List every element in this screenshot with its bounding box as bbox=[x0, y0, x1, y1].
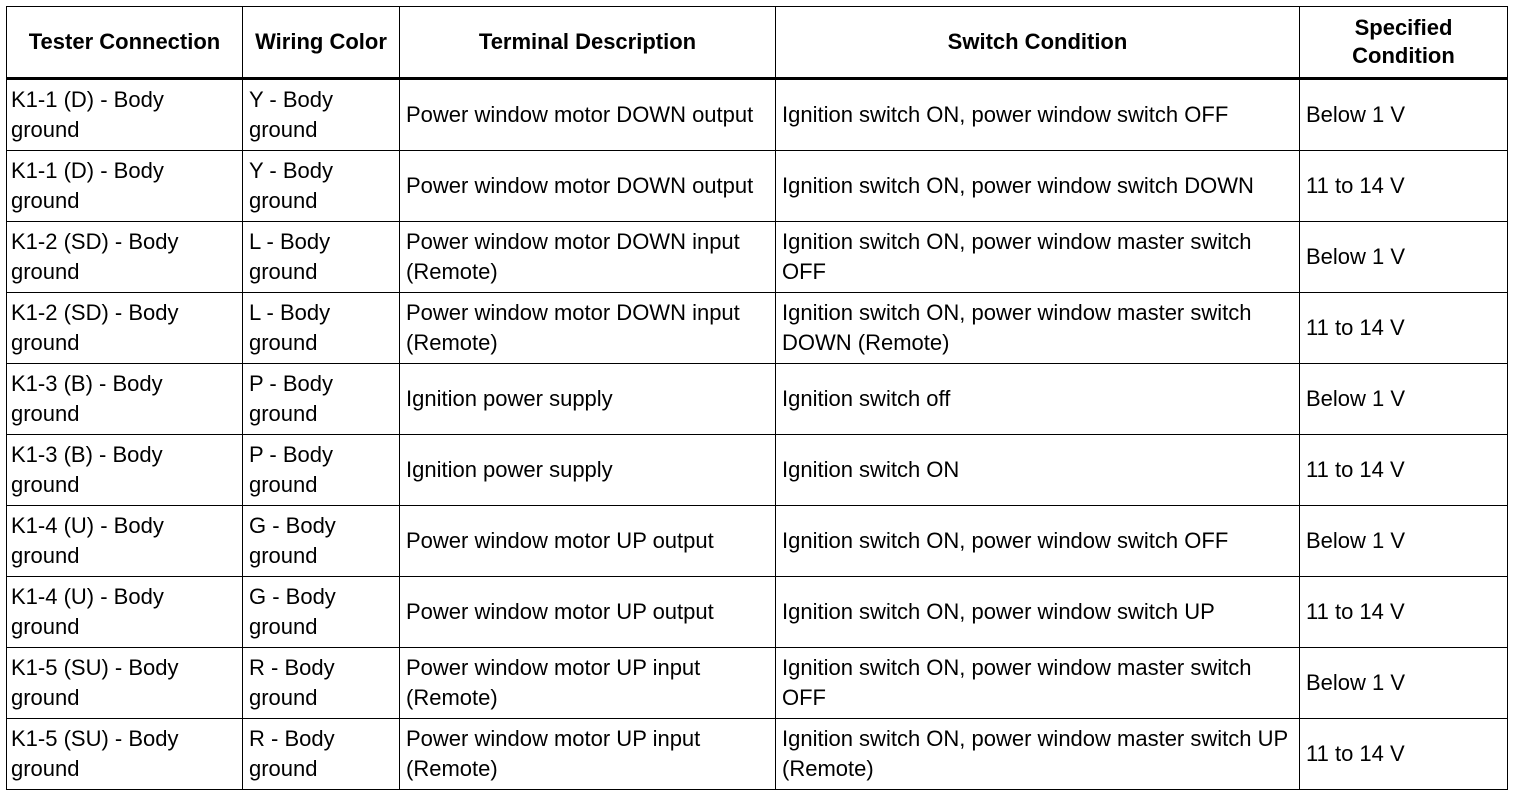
specified-condition-cell: 11 to 14 V bbox=[1300, 293, 1508, 364]
table-row bbox=[7, 293, 1508, 364]
header-switch-condition: Switch Condition bbox=[776, 7, 1300, 79]
wiring-color-cell: L - Body ground bbox=[243, 222, 400, 293]
tester-connection-cell: K1-3 (B) - Body ground bbox=[7, 435, 243, 506]
specified-condition-cell: Below 1 V bbox=[1300, 648, 1508, 719]
table-row bbox=[7, 506, 1508, 577]
switch-condition-cell: Ignition switch ON, power window switch DOWN bbox=[776, 151, 1300, 222]
specified-condition-cell: Below 1 V bbox=[1300, 364, 1508, 435]
switch-condition-cell: Ignition switch ON, power window master switch UP (Remote) bbox=[776, 719, 1300, 790]
specified-condition-cell: 11 to 14 V bbox=[1300, 435, 1508, 506]
specified-condition-cell: Below 1 V bbox=[1300, 222, 1508, 293]
wiring-color-cell: Y - Body ground bbox=[243, 151, 400, 222]
tester-connection-cell: K1-2 (SD) - Body ground bbox=[7, 293, 243, 364]
table-body bbox=[7, 79, 1508, 790]
tester-connection-cell: K1-5 (SU) - Body ground bbox=[7, 719, 243, 790]
wiring-color-cell: R - Body ground bbox=[243, 648, 400, 719]
terminal-description-cell: Ignition power supply bbox=[400, 435, 776, 506]
wiring-color-cell: G - Body ground bbox=[243, 577, 400, 648]
specified-condition-cell: 11 to 14 V bbox=[1300, 719, 1508, 790]
table-row bbox=[7, 364, 1508, 435]
table-row bbox=[7, 435, 1508, 506]
tester-connection-cell: K1-5 (SU) - Body ground bbox=[7, 648, 243, 719]
tester-connection-cell: K1-1 (D) - Body ground bbox=[7, 79, 243, 151]
switch-condition-cell: Ignition switch ON, power window switch UP bbox=[776, 577, 1300, 648]
specified-condition-cell: Below 1 V bbox=[1300, 506, 1508, 577]
wiring-color-cell: R - Body ground bbox=[243, 719, 400, 790]
specified-condition-cell: 11 to 14 V bbox=[1300, 577, 1508, 648]
terminal-description-cell: Power window motor UP input (Remote) bbox=[400, 648, 776, 719]
terminal-description-cell: Power window motor UP output bbox=[400, 506, 776, 577]
table-header bbox=[7, 7, 1508, 79]
switch-condition-cell: Ignition switch ON, power window master switch OFF bbox=[776, 648, 1300, 719]
tester-connection-cell: K1-1 (D) - Body ground bbox=[7, 151, 243, 222]
switch-condition-cell: Ignition switch ON bbox=[776, 435, 1300, 506]
switch-condition-cell: Ignition switch ON, power window switch OFF bbox=[776, 506, 1300, 577]
table-row bbox=[7, 79, 1508, 151]
wiring-color-cell: P - Body ground bbox=[243, 364, 400, 435]
tester-connection-cell: K1-4 (U) - Body ground bbox=[7, 506, 243, 577]
header-specified-condition: Specified Condition bbox=[1300, 7, 1508, 79]
tester-connection-cell: K1-4 (U) - Body ground bbox=[7, 577, 243, 648]
table-row bbox=[7, 577, 1508, 648]
table-row bbox=[7, 719, 1508, 790]
table-row bbox=[7, 648, 1508, 719]
wiring-color-cell: G - Body ground bbox=[243, 506, 400, 577]
tester-connection-cell: K1-3 (B) - Body ground bbox=[7, 364, 243, 435]
terminal-description-cell: Power window motor DOWN output bbox=[400, 79, 776, 151]
wiring-color-cell: P - Body ground bbox=[243, 435, 400, 506]
switch-condition-cell: Ignition switch ON, power window master switch DOWN (Remote) bbox=[776, 293, 1300, 364]
terminal-description-cell: Power window motor DOWN input (Remote) bbox=[400, 293, 776, 364]
switch-condition-cell: Ignition switch off bbox=[776, 364, 1300, 435]
wiring-color-cell: Y - Body ground bbox=[243, 79, 400, 151]
header-wiring-color: Wiring Color bbox=[243, 7, 400, 79]
header-terminal-description: Terminal Description bbox=[400, 7, 776, 79]
table-row bbox=[7, 222, 1508, 293]
table-row bbox=[7, 151, 1508, 222]
terminal-description-cell: Ignition power supply bbox=[400, 364, 776, 435]
terminal-description-cell: Power window motor DOWN input (Remote) bbox=[400, 222, 776, 293]
wiring-color-cell: L - Body ground bbox=[243, 293, 400, 364]
specified-condition-cell: Below 1 V bbox=[1300, 79, 1508, 151]
header-tester-connection: Tester Connection bbox=[7, 7, 243, 79]
switch-condition-cell: Ignition switch ON, power window switch OFF bbox=[776, 79, 1300, 151]
terminal-description-cell: Power window motor UP input (Remote) bbox=[400, 719, 776, 790]
terminal-description-cell: Power window motor UP output bbox=[400, 577, 776, 648]
switch-condition-cell: Ignition switch ON, power window master switch OFF bbox=[776, 222, 1300, 293]
terminal-description-cell: Power window motor DOWN output bbox=[400, 151, 776, 222]
spec-table bbox=[6, 6, 1508, 790]
specified-condition-cell: 11 to 14 V bbox=[1300, 151, 1508, 222]
tester-connection-cell: K1-2 (SD) - Body ground bbox=[7, 222, 243, 293]
header-row bbox=[7, 7, 1508, 79]
